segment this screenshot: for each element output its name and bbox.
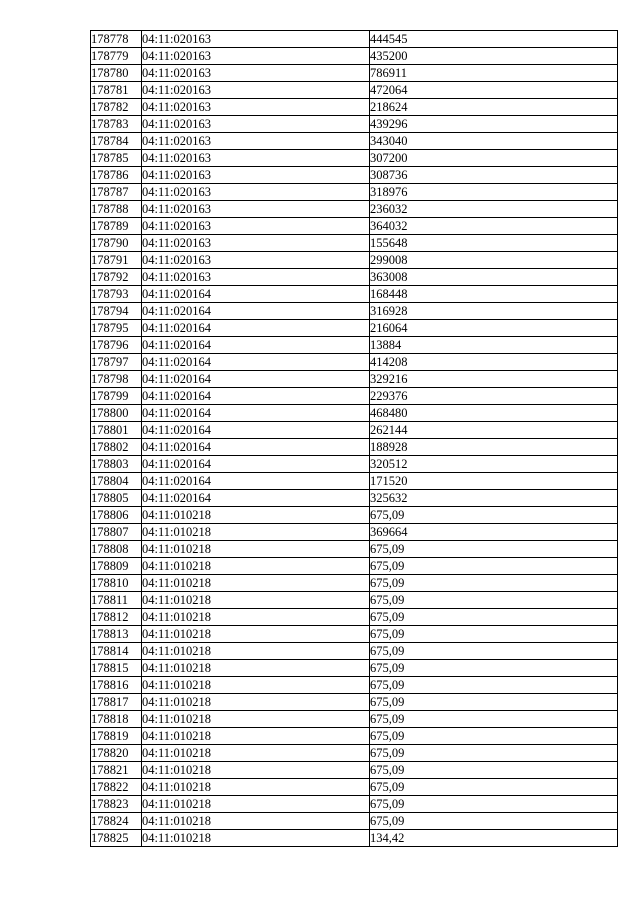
code-cell: 04:11:020164 [142, 490, 370, 507]
table-row [91, 48, 618, 65]
code-cell: 04:11:020163 [142, 65, 370, 82]
code-cell: 04:11:020163 [142, 184, 370, 201]
code-cell: 04:11:010218 [142, 626, 370, 643]
table-row [91, 507, 618, 524]
record-id-cell: 178792 [91, 269, 142, 286]
code-cell: 04:11:020164 [142, 286, 370, 303]
table-row [91, 218, 618, 235]
record-id-cell: 178803 [91, 456, 142, 473]
value-cell: 468480 [370, 405, 618, 422]
record-id-cell: 178787 [91, 184, 142, 201]
table-row [91, 422, 618, 439]
code-cell: 04:11:010218 [142, 762, 370, 779]
record-id-cell: 178791 [91, 252, 142, 269]
value-cell: 299008 [370, 252, 618, 269]
value-cell: 675,09 [370, 694, 618, 711]
table-row [91, 830, 618, 847]
code-cell: 04:11:020163 [142, 133, 370, 150]
value-cell: 675,09 [370, 745, 618, 762]
value-cell: 218624 [370, 99, 618, 116]
value-cell: 308736 [370, 167, 618, 184]
record-id-cell: 178801 [91, 422, 142, 439]
record-id-cell: 178788 [91, 201, 142, 218]
table-row [91, 524, 618, 541]
code-cell: 04:11:020163 [142, 218, 370, 235]
code-cell: 04:11:010218 [142, 558, 370, 575]
record-id-cell: 178789 [91, 218, 142, 235]
code-cell: 04:11:020163 [142, 235, 370, 252]
value-cell: 171520 [370, 473, 618, 490]
value-cell: 675,09 [370, 711, 618, 728]
code-cell: 04:11:020163 [142, 167, 370, 184]
table-row [91, 116, 618, 133]
table-body [91, 31, 618, 847]
value-cell: 414208 [370, 354, 618, 371]
value-cell: 675,09 [370, 609, 618, 626]
record-id-cell: 178793 [91, 286, 142, 303]
record-id-cell: 178802 [91, 439, 142, 456]
value-cell: 216064 [370, 320, 618, 337]
code-cell: 04:11:010218 [142, 745, 370, 762]
value-cell: 675,09 [370, 507, 618, 524]
record-id-cell: 178800 [91, 405, 142, 422]
table-row [91, 286, 618, 303]
record-id-cell: 178781 [91, 82, 142, 99]
value-cell: 325632 [370, 490, 618, 507]
code-cell: 04:11:020163 [142, 48, 370, 65]
record-id-cell: 178796 [91, 337, 142, 354]
code-cell: 04:11:020163 [142, 150, 370, 167]
record-id-cell: 178805 [91, 490, 142, 507]
record-id-cell: 178820 [91, 745, 142, 762]
record-id-cell: 178811 [91, 592, 142, 609]
table-row [91, 303, 618, 320]
table-row [91, 762, 618, 779]
table-row [91, 558, 618, 575]
table-row [91, 541, 618, 558]
value-cell: 155648 [370, 235, 618, 252]
code-cell: 04:11:020164 [142, 456, 370, 473]
value-cell: 364032 [370, 218, 618, 235]
table-row [91, 456, 618, 473]
code-cell: 04:11:020163 [142, 201, 370, 218]
code-cell: 04:11:010218 [142, 813, 370, 830]
value-cell: 168448 [370, 286, 618, 303]
record-id-cell: 178804 [91, 473, 142, 490]
code-cell: 04:11:010218 [142, 541, 370, 558]
table-row [91, 575, 618, 592]
value-cell: 675,09 [370, 762, 618, 779]
table-row [91, 269, 618, 286]
record-id-cell: 178779 [91, 48, 142, 65]
table-row [91, 201, 618, 218]
table-row [91, 592, 618, 609]
table-row [91, 354, 618, 371]
value-cell: 444545 [370, 31, 618, 48]
record-id-cell: 178814 [91, 643, 142, 660]
code-cell: 04:11:020163 [142, 31, 370, 48]
value-cell: 318976 [370, 184, 618, 201]
table-row [91, 473, 618, 490]
record-id-cell: 178815 [91, 660, 142, 677]
value-cell: 369664 [370, 524, 618, 541]
value-cell: 439296 [370, 116, 618, 133]
code-cell: 04:11:020163 [142, 252, 370, 269]
code-cell: 04:11:010218 [142, 677, 370, 694]
record-id-cell: 178821 [91, 762, 142, 779]
code-cell: 04:11:020164 [142, 337, 370, 354]
value-cell: 188928 [370, 439, 618, 456]
code-cell: 04:11:020164 [142, 388, 370, 405]
document-page [90, 30, 617, 847]
table-row [91, 626, 618, 643]
record-id-cell: 178813 [91, 626, 142, 643]
table-row [91, 779, 618, 796]
value-cell: 675,09 [370, 643, 618, 660]
record-id-cell: 178782 [91, 99, 142, 116]
value-cell: 675,09 [370, 575, 618, 592]
record-id-cell: 178822 [91, 779, 142, 796]
value-cell: 675,09 [370, 779, 618, 796]
table-row [91, 388, 618, 405]
record-id-cell: 178819 [91, 728, 142, 745]
table-row [91, 252, 618, 269]
record-id-cell: 178810 [91, 575, 142, 592]
record-id-cell: 178795 [91, 320, 142, 337]
table-row [91, 660, 618, 677]
table-row [91, 490, 618, 507]
table-row [91, 99, 618, 116]
data-table [90, 30, 618, 847]
record-id-cell: 178806 [91, 507, 142, 524]
record-id-cell: 178780 [91, 65, 142, 82]
code-cell: 04:11:020164 [142, 354, 370, 371]
record-id-cell: 178786 [91, 167, 142, 184]
record-id-cell: 178784 [91, 133, 142, 150]
code-cell: 04:11:020163 [142, 99, 370, 116]
code-cell: 04:11:010218 [142, 830, 370, 847]
value-cell: 329216 [370, 371, 618, 388]
code-cell: 04:11:020164 [142, 303, 370, 320]
table-row [91, 31, 618, 48]
value-cell: 675,09 [370, 677, 618, 694]
record-id-cell: 178824 [91, 813, 142, 830]
record-id-cell: 178816 [91, 677, 142, 694]
record-id-cell: 178807 [91, 524, 142, 541]
table-row [91, 694, 618, 711]
value-cell: 675,09 [370, 592, 618, 609]
value-cell: 236032 [370, 201, 618, 218]
code-cell: 04:11:020164 [142, 473, 370, 490]
table-row [91, 167, 618, 184]
record-id-cell: 178798 [91, 371, 142, 388]
value-cell: 675,09 [370, 796, 618, 813]
code-cell: 04:11:020164 [142, 320, 370, 337]
record-id-cell: 178817 [91, 694, 142, 711]
value-cell: 435200 [370, 48, 618, 65]
code-cell: 04:11:020163 [142, 116, 370, 133]
record-id-cell: 178785 [91, 150, 142, 167]
table-row [91, 745, 618, 762]
code-cell: 04:11:010218 [142, 575, 370, 592]
record-id-cell: 178825 [91, 830, 142, 847]
value-cell: 675,09 [370, 660, 618, 677]
record-id-cell: 178778 [91, 31, 142, 48]
table-row [91, 677, 618, 694]
code-cell: 04:11:010218 [142, 524, 370, 541]
code-cell: 04:11:010218 [142, 643, 370, 660]
table-row [91, 728, 618, 745]
table-row [91, 796, 618, 813]
code-cell: 04:11:020164 [142, 439, 370, 456]
table-row [91, 643, 618, 660]
table-row [91, 235, 618, 252]
table-row [91, 813, 618, 830]
code-cell: 04:11:020164 [142, 405, 370, 422]
value-cell: 320512 [370, 456, 618, 473]
value-cell: 229376 [370, 388, 618, 405]
record-id-cell: 178799 [91, 388, 142, 405]
table-row [91, 65, 618, 82]
value-cell: 675,09 [370, 728, 618, 745]
table-row [91, 184, 618, 201]
code-cell: 04:11:020164 [142, 371, 370, 388]
value-cell: 675,09 [370, 626, 618, 643]
value-cell: 363008 [370, 269, 618, 286]
table-row [91, 405, 618, 422]
value-cell: 343040 [370, 133, 618, 150]
code-cell: 04:11:010218 [142, 592, 370, 609]
record-id-cell: 178809 [91, 558, 142, 575]
code-cell: 04:11:020164 [142, 422, 370, 439]
record-id-cell: 178794 [91, 303, 142, 320]
code-cell: 04:11:010218 [142, 694, 370, 711]
table-row [91, 320, 618, 337]
record-id-cell: 178797 [91, 354, 142, 371]
code-cell: 04:11:020163 [142, 269, 370, 286]
table-row [91, 150, 618, 167]
value-cell: 675,09 [370, 558, 618, 575]
table-row [91, 371, 618, 388]
value-cell: 675,09 [370, 541, 618, 558]
code-cell: 04:11:010218 [142, 779, 370, 796]
record-id-cell: 178812 [91, 609, 142, 626]
code-cell: 04:11:020163 [142, 82, 370, 99]
table-row [91, 711, 618, 728]
value-cell: 472064 [370, 82, 618, 99]
code-cell: 04:11:010218 [142, 796, 370, 813]
code-cell: 04:11:010218 [142, 711, 370, 728]
value-cell: 134,42 [370, 830, 618, 847]
table-row [91, 133, 618, 150]
value-cell: 675,09 [370, 813, 618, 830]
code-cell: 04:11:010218 [142, 609, 370, 626]
code-cell: 04:11:010218 [142, 660, 370, 677]
value-cell: 316928 [370, 303, 618, 320]
table-row [91, 609, 618, 626]
record-id-cell: 178790 [91, 235, 142, 252]
table-row [91, 82, 618, 99]
record-id-cell: 178808 [91, 541, 142, 558]
code-cell: 04:11:010218 [142, 728, 370, 745]
value-cell: 786911 [370, 65, 618, 82]
table-row [91, 439, 618, 456]
code-cell: 04:11:010218 [142, 507, 370, 524]
record-id-cell: 178823 [91, 796, 142, 813]
value-cell: 262144 [370, 422, 618, 439]
record-id-cell: 178783 [91, 116, 142, 133]
value-cell: 13884 [370, 337, 618, 354]
table-row [91, 337, 618, 354]
value-cell: 307200 [370, 150, 618, 167]
record-id-cell: 178818 [91, 711, 142, 728]
